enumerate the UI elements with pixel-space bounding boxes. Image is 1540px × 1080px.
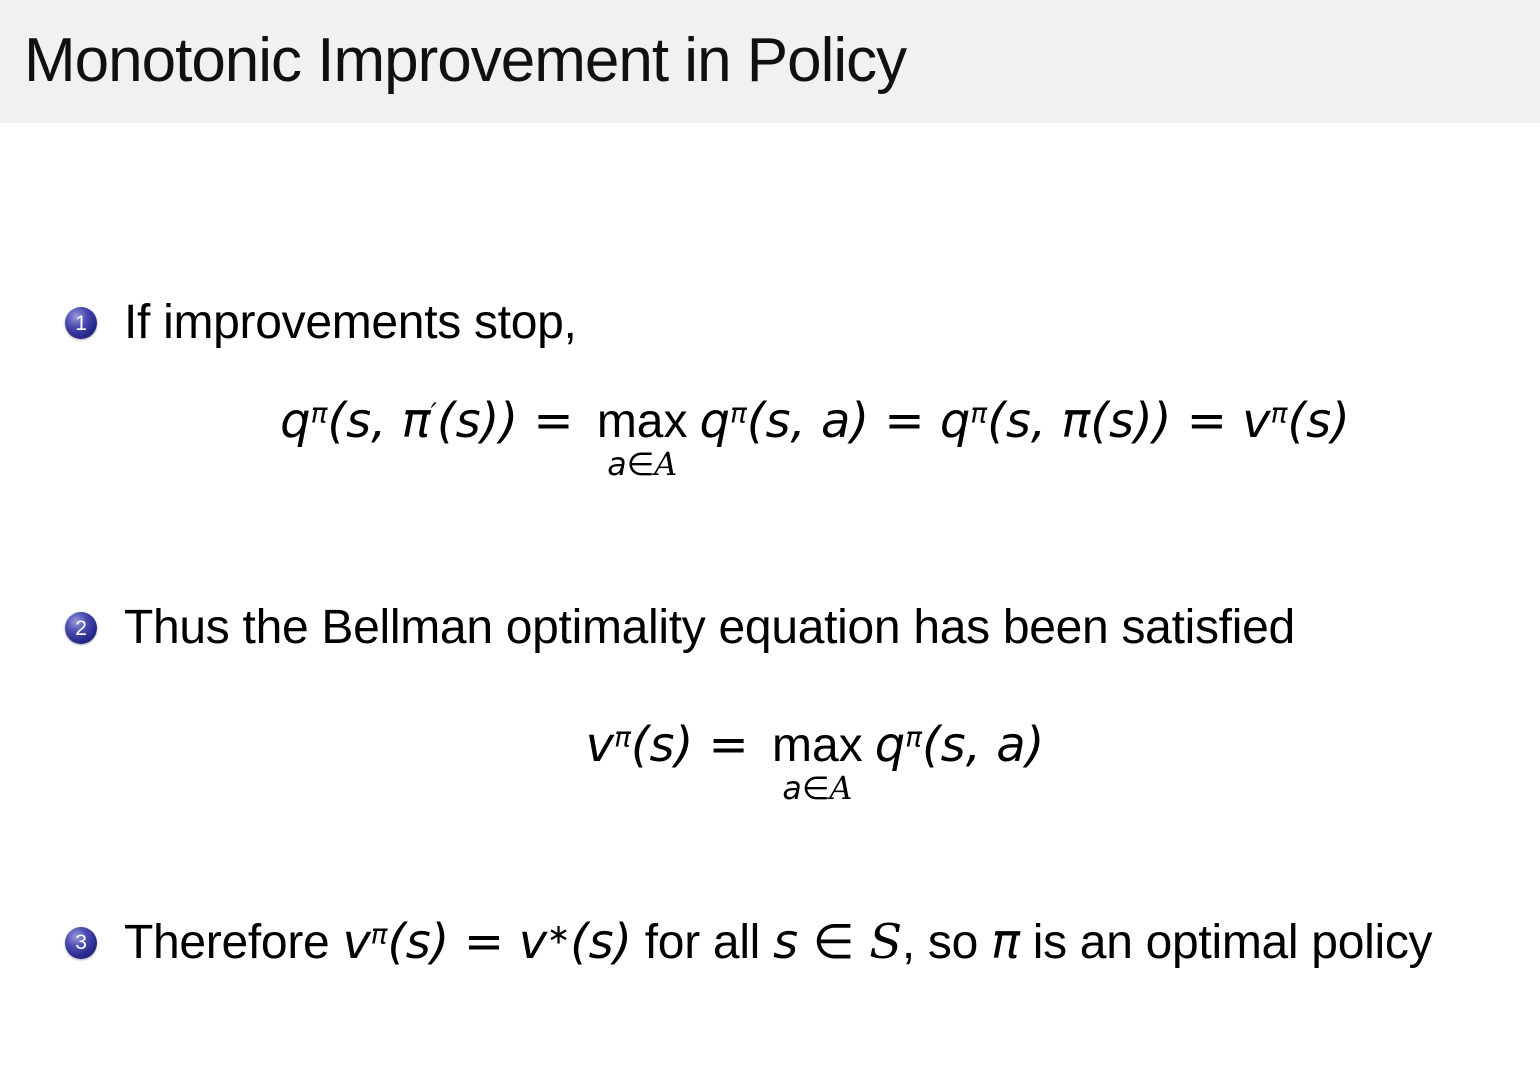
math-term: (s, π(s)) = v bbox=[987, 393, 1271, 449]
math-term: q bbox=[874, 717, 906, 773]
math-var-a: a bbox=[782, 771, 802, 807]
math-var-s: s bbox=[773, 914, 813, 970]
element-of-symbol: ∈ bbox=[812, 914, 870, 970]
math-superscript-pi: π bbox=[905, 720, 922, 754]
bullet-item-2 bbox=[65, 602, 1530, 655]
math-term: (s, π bbox=[327, 393, 431, 449]
script-A: A bbox=[829, 771, 853, 807]
math-term: (s) bbox=[1287, 393, 1350, 449]
math-term: (s, a) = q bbox=[746, 393, 971, 449]
math-superscript-prime: ′ bbox=[430, 396, 437, 430]
math-superscript-star: ∗ bbox=[546, 917, 571, 951]
math-term: q bbox=[699, 393, 730, 449]
math-term: (s, a) bbox=[921, 717, 1045, 773]
math-superscript-pi: π bbox=[970, 396, 988, 430]
max-subscript bbox=[607, 449, 677, 482]
math-term: (s) bbox=[570, 914, 632, 970]
math-term: (s)) = bbox=[436, 393, 589, 449]
bullet-2-ball-badge: 2 bbox=[65, 612, 97, 644]
equation-bellman-optimality bbox=[130, 717, 1500, 807]
math-superscript-pi: π bbox=[729, 396, 747, 430]
math-var-a: a bbox=[607, 447, 627, 483]
max-subscript bbox=[782, 773, 852, 806]
math-superscript-pi: π bbox=[614, 720, 631, 754]
math-term: q bbox=[280, 393, 311, 449]
math-term: v bbox=[342, 914, 371, 970]
text-fragment: for all bbox=[631, 916, 774, 969]
math-term: (s) = bbox=[630, 717, 765, 773]
max-label: max bbox=[596, 395, 688, 448]
math-var-pi: π bbox=[991, 914, 1020, 970]
math-superscript-pi: π bbox=[310, 396, 328, 430]
math-term: v bbox=[585, 717, 615, 773]
bullet-1-ball-badge: 1 bbox=[65, 307, 97, 339]
bullet-3-text bbox=[124, 916, 1432, 970]
math-superscript-pi: π bbox=[370, 917, 388, 951]
element-of-symbol: ∈ bbox=[626, 447, 655, 483]
bullet-item-1 bbox=[65, 297, 1530, 350]
math-superscript-pi: π bbox=[1270, 396, 1288, 430]
script-A: A bbox=[654, 447, 678, 483]
bullet-2-text: Thus the Bellman optimality equation has been satisfied bbox=[124, 601, 1295, 654]
text-fragment: Therefore bbox=[124, 916, 343, 969]
max-operator bbox=[596, 395, 688, 483]
text-fragment: is an optimal policy bbox=[1019, 916, 1433, 969]
page-title: Monotonic Improvement in Policy bbox=[24, 26, 907, 95]
text-fragment: , so bbox=[901, 916, 992, 969]
slide-title-bar bbox=[0, 0, 1540, 123]
bullet-1-text: If improvements stop, bbox=[124, 296, 577, 349]
script-S: S bbox=[869, 914, 902, 970]
equation-q-max bbox=[130, 393, 1500, 483]
math-term: (s) = v bbox=[387, 914, 547, 970]
element-of-symbol: ∈ bbox=[801, 771, 830, 807]
max-operator bbox=[772, 719, 863, 807]
bullet-item-3 bbox=[65, 916, 1530, 970]
max-label: max bbox=[772, 719, 863, 772]
bullet-3-ball-badge: 3 bbox=[65, 927, 97, 959]
